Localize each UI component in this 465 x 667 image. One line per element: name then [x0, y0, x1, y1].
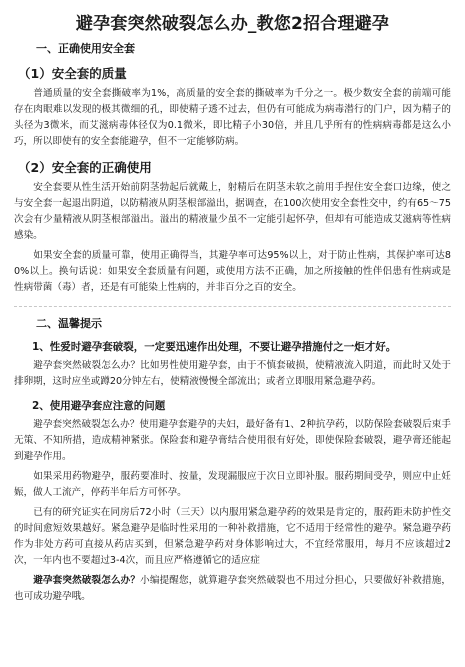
tip-heading-2: 2、使用避孕套应注意的问题 — [32, 400, 166, 412]
tip-heading-1: 1、性爱时避孕套破裂，一定要迅速作出处理，不要让避孕措施付之一炬才好。 — [32, 341, 397, 353]
section-heading-2: 二、温馨提示 — [36, 317, 102, 330]
closing-rest: 小编提醒您，就算避孕套突然破裂也不用过分担心，只要做好补救措施，也可成功避孕哦。 — [14, 575, 452, 602]
section-heading-1: 一、正确使用安全套 — [36, 42, 135, 55]
subheading-correct-use: （2）安全套的正确使用 — [18, 160, 152, 175]
paragraph-tip-1: 避孕套突然破裂怎么办？比如男性使用避孕套，由于不慎套破损，使精液流入阴道，而此时又处于排卵期，这时应坐或蹲20分钟左右，使精液慢慢全部流出；或者立即服用紧急避孕药。 — [14, 360, 451, 387]
paragraph-tip-2c: 已有的研究证实在同房后72小时（三天）以内服用紧急避孕药的效果是肯定的，服药距未防护性交的时间愈短效果越好。紧急避孕是临时性采用的一种补救措施，它不适用于经常性的避孕。紧急避孕药作为非处方药可直接从药店买到，但紧急避孕药对身体影响过大，不宜经常服用，每月不应该超过2次，一年内也不要超过3-4次，而且应严格遵循它的适应症 — [14, 507, 451, 566]
closing-lead: 避孕套突然破裂怎么办？ — [33, 575, 141, 586]
paragraph-tip-2b: 如果采用药物避孕，服药要准时、按量，发现漏服应于次日立即补服。服药期间受孕，则应中止妊娠，做人工流产，停药半年后方可怀孕。 — [14, 471, 451, 498]
paragraph-correct-use-1: 安全套要从性生活开始前阴茎勃起后就戴上，射精后在阴茎未软之前用手捏住安全套口边缘，使之与安全套一起退出阴道，以防精液从阴茎根部溢出，据调查，在100次使用安全套性交中，约有65～75次会有少量精液从阴茎根部溢出。溢出的精液量少虽不一定能引起怀孕，但却有可能造成艾滋病等性病感染。 — [14, 182, 451, 241]
paragraph-tip-2a: 避孕套突然破裂怎么办？使用避孕套避孕的夫妇，最好备有1、2种抗孕药，以防保险套破裂后束手无策、不知所措，造成精神紧张。保险套和避孕膏结合使用很有好处，即使保险套破裂，避孕膏还能起到避孕作用。 — [14, 419, 451, 462]
article-title: 避孕套突然破裂怎么办_教您2招合理避孕 — [75, 14, 390, 34]
paragraph-quality: 普通质量的安全套撕破率为1%，高质量的安全套的撕破率为千分之一。极少数安全套的前端可能存在肉眼难以发现的极其微细的孔，即使精子透不过去，但仍有可能成为病毒潜行的门户，因为精子的头径为3微米，而艾滋病毒体径仅为0.1微米，即比精子小30倍，并且几乎所有的性病病毒都是这么小巧，所以即使有的安全套能避孕，但不一定能够防病。 — [14, 88, 451, 147]
section-divider — [14, 306, 451, 307]
paragraph-correct-use-2: 如果安全套的质量可靠，使用正确得当，其避孕率可达95%以上，对于防止性病，其保护率可达80%以上。换句话说：如果安全套质量有问题，或使用方法不正确，加之所接触的性伴侣患有性病或是性病带菌（毒）者，还是有可能染上性病的，并非百分之百的安全。 — [14, 250, 451, 293]
subheading-quality: （1）安全套的质量 — [18, 66, 127, 81]
closing-paragraph — [14, 573, 451, 605]
